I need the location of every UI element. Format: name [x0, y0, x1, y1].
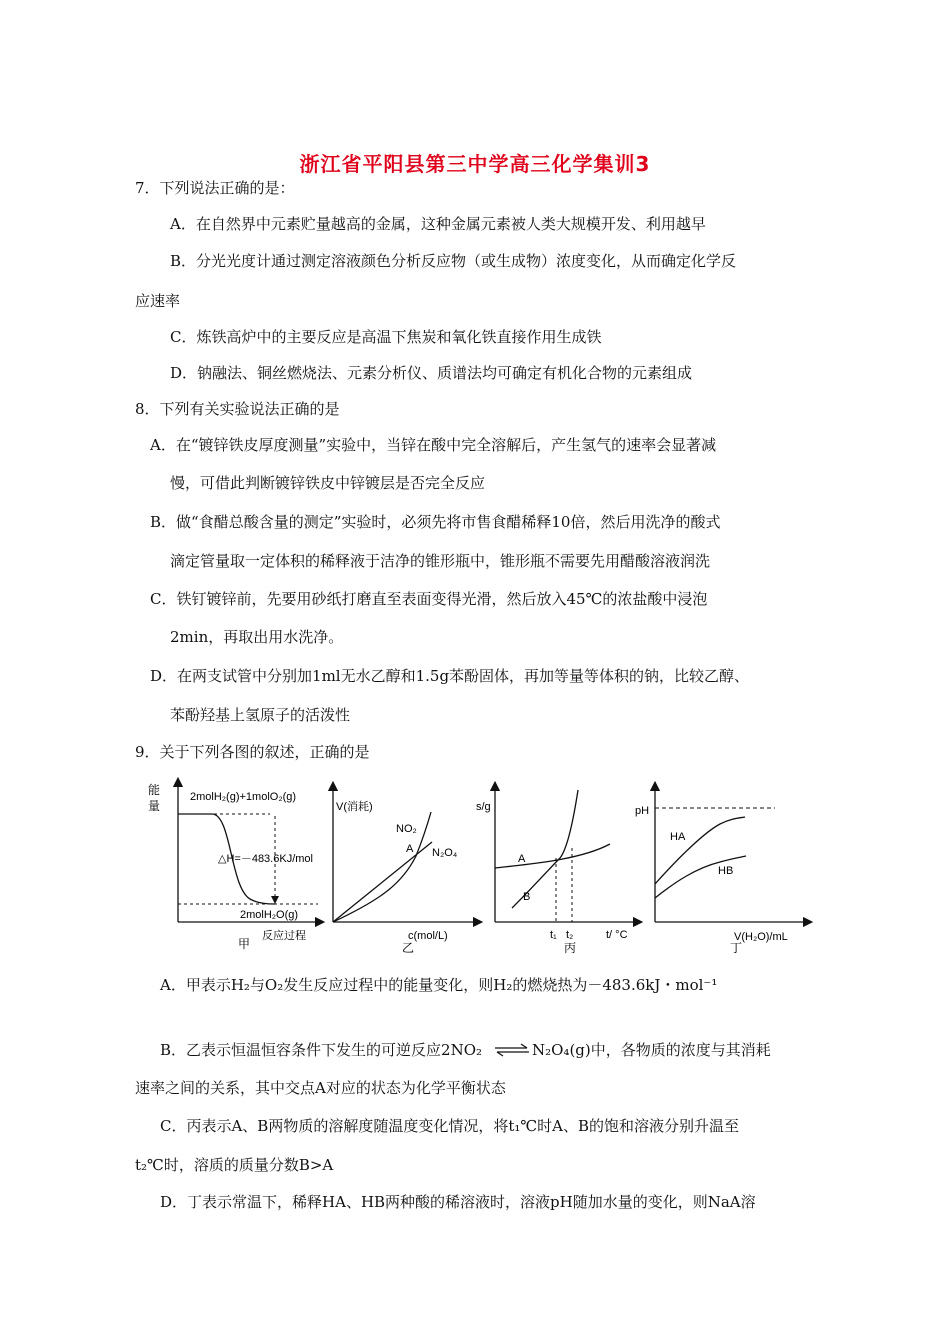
bing-caption: 丙	[564, 941, 577, 955]
q7-option-a: A．在自然界中元素贮量越高的金属，这种金属元素被人类大规模开发、利用越早	[170, 215, 706, 233]
ding-curve-hb	[655, 856, 746, 898]
ding-caption: 丁	[730, 941, 743, 955]
bing-series-b: B	[523, 891, 531, 903]
yi-series-no2: NO₂	[396, 823, 417, 835]
q8-option-a-line1: A．在“镀锌铁皮厚度测量”实验中，当锌在酸中完全溶解后，产生氢气的速率会显著减	[150, 436, 717, 454]
figure-ding	[635, 786, 808, 955]
q7-stem: 7．下列说法正确的是：	[135, 179, 295, 197]
q9-option-c-line1: C．丙表示A、B两物质的溶解度随温度变化情况，将t₁℃时A、B的饱和溶液分别升温至	[160, 1117, 740, 1135]
jia-bottom-label: 2molH₂O(g)	[240, 909, 299, 921]
jia-x-label: 反应过程	[262, 930, 306, 942]
q7-option-b-line1: B．分光光度计通过测定溶液颜色分析反应物（或生成物）浓度变化，从而确定化学反	[170, 252, 737, 270]
q8-stem: 8．下列有关实验说法正确的是	[135, 400, 340, 418]
q8-option-a-line2: 慢，可借此判断镀锌铁皮中锌镀层是否完全反应	[170, 474, 486, 492]
q8-option-b-line2: 滴定管量取一定体积的稀释液于洁净的锥形瓶中，锥形瓶不需要先用醋酸溶液润洗	[170, 552, 711, 570]
bing-t1-label: t₁	[550, 929, 557, 941]
figure-yi	[333, 786, 478, 955]
ding-series-ha: HA	[670, 831, 686, 843]
q8-option-d-line1: D．在两支试管中分别加1ml无水乙醇和1.5g苯酚固体，再加等量等体积的钠，比较乙醇、	[150, 667, 750, 685]
q9-option-b-line1b: N₂O₄(g)中，各物质的浓度与其消耗	[532, 1041, 771, 1059]
q8-option-b-line1: B．做“食醋总酸含量的测定”实验时，必须先将市售食醋稀释10倍，然后用洗净的酸式	[150, 513, 721, 531]
figure-jia	[148, 782, 320, 951]
q9-figures	[140, 772, 820, 962]
bing-curve-b	[512, 790, 578, 908]
ding-series-hb: HB	[718, 865, 734, 877]
q9-stem: 9．关于下列各图的叙述，正确的是	[135, 743, 370, 761]
q7-option-c: C．炼铁高炉中的主要反应是高温下焦炭和氧化铁直接作用生成铁	[170, 328, 602, 346]
q9-option-b-line1a: B．乙表示恒温恒容条件下发生的可逆反应2NO₂	[160, 1041, 483, 1059]
q8-option-c-line1: C．铁钉镀锌前，先要用砂纸打磨直至表面变得光滑，然后放入45℃的浓盐酸中浸泡	[150, 590, 708, 608]
q7-option-d: D．钠融法、铜丝燃烧法、元素分析仪、质谱法均可确定有机化合物的元素组成	[170, 364, 693, 382]
q9-option-a: A．甲表示H₂与O₂发生反应过程中的能量变化，则H₂的燃烧热为－483.6kJ・mol⁻¹	[160, 976, 718, 994]
q9-option-d-line1: D．丁表示常温下，稀释HA、HB两种酸的稀溶液时，溶液pH随加水量的变化，则NaA溶	[160, 1193, 756, 1211]
page-title: 浙江省平阳县第三中学高三化学集训3	[299, 152, 651, 176]
jia-top-label: 2molH₂(g)+1molO₂(g)	[190, 791, 297, 803]
yi-series-n2o4: N₂O₄	[432, 847, 458, 859]
figure-bing	[476, 786, 638, 955]
yi-y-label: V(消耗)	[336, 801, 373, 813]
q8-option-d-line2: 苯酚羟基上氢原子的活泼性	[170, 706, 351, 724]
jia-y-label-2: 量	[148, 799, 161, 813]
bing-t2-label: t₂	[566, 929, 574, 941]
bing-y-label: s/g	[476, 801, 491, 813]
bing-series-a: A	[518, 853, 526, 865]
q9-option-b-line2: 速率之间的关系，其中交点A对应的状态为化学平衡状态	[135, 1079, 506, 1097]
bing-curve-a	[495, 844, 610, 868]
yi-point-a: A	[406, 843, 414, 855]
jia-caption: 甲	[238, 937, 251, 951]
ding-x-label: V(H₂O)/mL	[734, 931, 788, 943]
ding-y-label: pH	[635, 805, 650, 817]
q7-option-b-line2: 应速率	[135, 292, 181, 310]
yi-caption: 乙	[402, 941, 415, 955]
q8-option-c-line2: 2min，再取出用水洗净。	[170, 628, 344, 646]
bing-x-label: t/ °C	[606, 929, 628, 941]
jia-dh-label: △H=－483.6KJ/mol	[218, 853, 313, 865]
q9-option-c-line2: t₂℃时，溶质的质量分数B>A	[135, 1156, 334, 1174]
yi-x-label: c(mol/L)	[408, 930, 448, 942]
equilibrium-arrow-icon	[493, 1043, 531, 1057]
jia-y-label-1: 能	[148, 783, 161, 797]
